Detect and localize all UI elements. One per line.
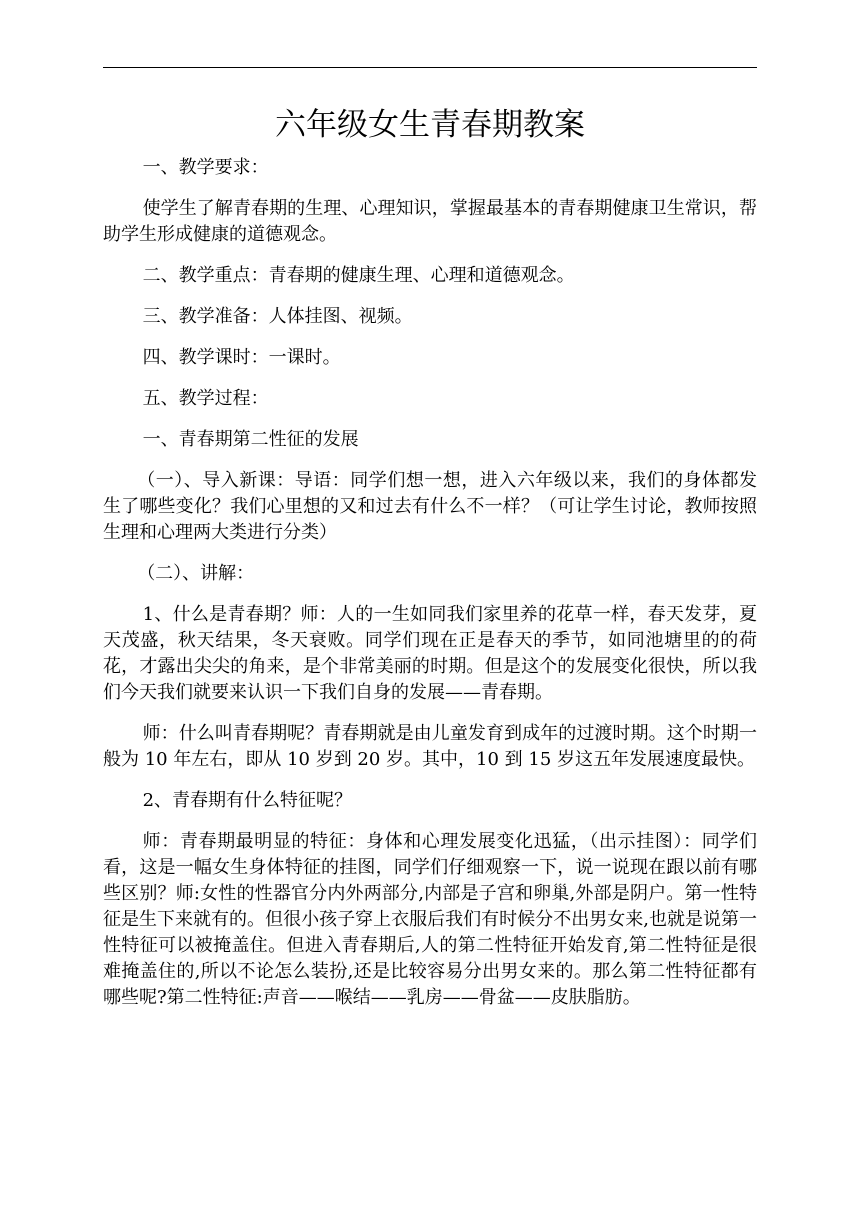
paragraph-teaching-preparation: 三、教学准备：人体挂图、视频。 <box>142 306 413 327</box>
paragraph-teaching-process-heading: 五、教学过程： <box>142 388 269 409</box>
document-body <box>103 100 757 1026</box>
paragraph-section-one-heading: 一、青春期第二性征的发展 <box>142 429 359 450</box>
paragraph-puberty-features-question: 2、青春期有什么特征呢？ <box>142 790 353 811</box>
paragraph-explanation-heading: （二）、讲解： <box>137 563 255 584</box>
paragraph-teaching-requirements: 使学生了解青春期的生理、心理知识，掌握最基本的青春期健康卫生常识，帮助学生形成健康的道德观念。 <box>103 198 757 245</box>
paragraph-class-hours: 四、教学课时：一课时。 <box>142 347 341 368</box>
document-title: 六年级女生青春期教案 <box>275 107 585 143</box>
paragraph-what-is-puberty: 1、什么是青春期？师：人的一生如同我们家里养的花草一样，春天发芽，夏天茂盛，秋天结果，冬天衰败。同学们现在正是春天的季节，如同池塘里的的荷花，才露出尖尖的角来，是个非常美丽的时期。但是这个的发展变化很快，所以我们今天我们就要来认识一下我们自身的发展——青春期。 <box>103 604 757 703</box>
paragraph-puberty-definition: 师：什么叫青春期呢？青春期就是由儿童发育到成年的过渡时期。这个时期一般为 10 年左右，即从 10 岁到 20 岁。其中，10 到 15 岁这五年发展速度最快。 <box>103 723 757 770</box>
paragraph-teaching-focus: 二、教学重点：青春期的健康生理、心理和道德观念。 <box>142 265 575 286</box>
paragraph-teaching-requirements-heading: 一、教学要求： <box>142 157 269 178</box>
paragraph-puberty-features: 师：青春期最明显的特征：身体和心理发展变化迅猛，（出示挂图）：同学们看，这是一幅女生身体特征的挂图，同学们仔细观察一下，说一说现在跟以前有哪些区别？师:女性的性器官分内外两部分,内部是子宫和卵巢,外部是阴户。第一性特征是生下来就有的。但很小孩子穿上衣服后我们有时候分不出男女来,也就是说第一性特征可以被掩盖住。但进入青春期后,人的第二性特征开始发育,第二性特征是很难掩盖住的,所以不论怎么装扮,还是比较容易分出男女来的。那么第二性特征都有哪些呢?第二性特征:声音——喉结——乳房——骨盆——皮肤脂肪。 <box>103 831 757 1008</box>
header-rule <box>103 67 757 68</box>
paragraph-introduction: （一）、导入新课：导语：同学们想一想，进入六年级以来，我们的身体都发生了哪些变化？我们心里想的又和过去有什么不一样？（可让学生讨论，教师按照生理和心理两大类进行分类） <box>103 470 757 543</box>
